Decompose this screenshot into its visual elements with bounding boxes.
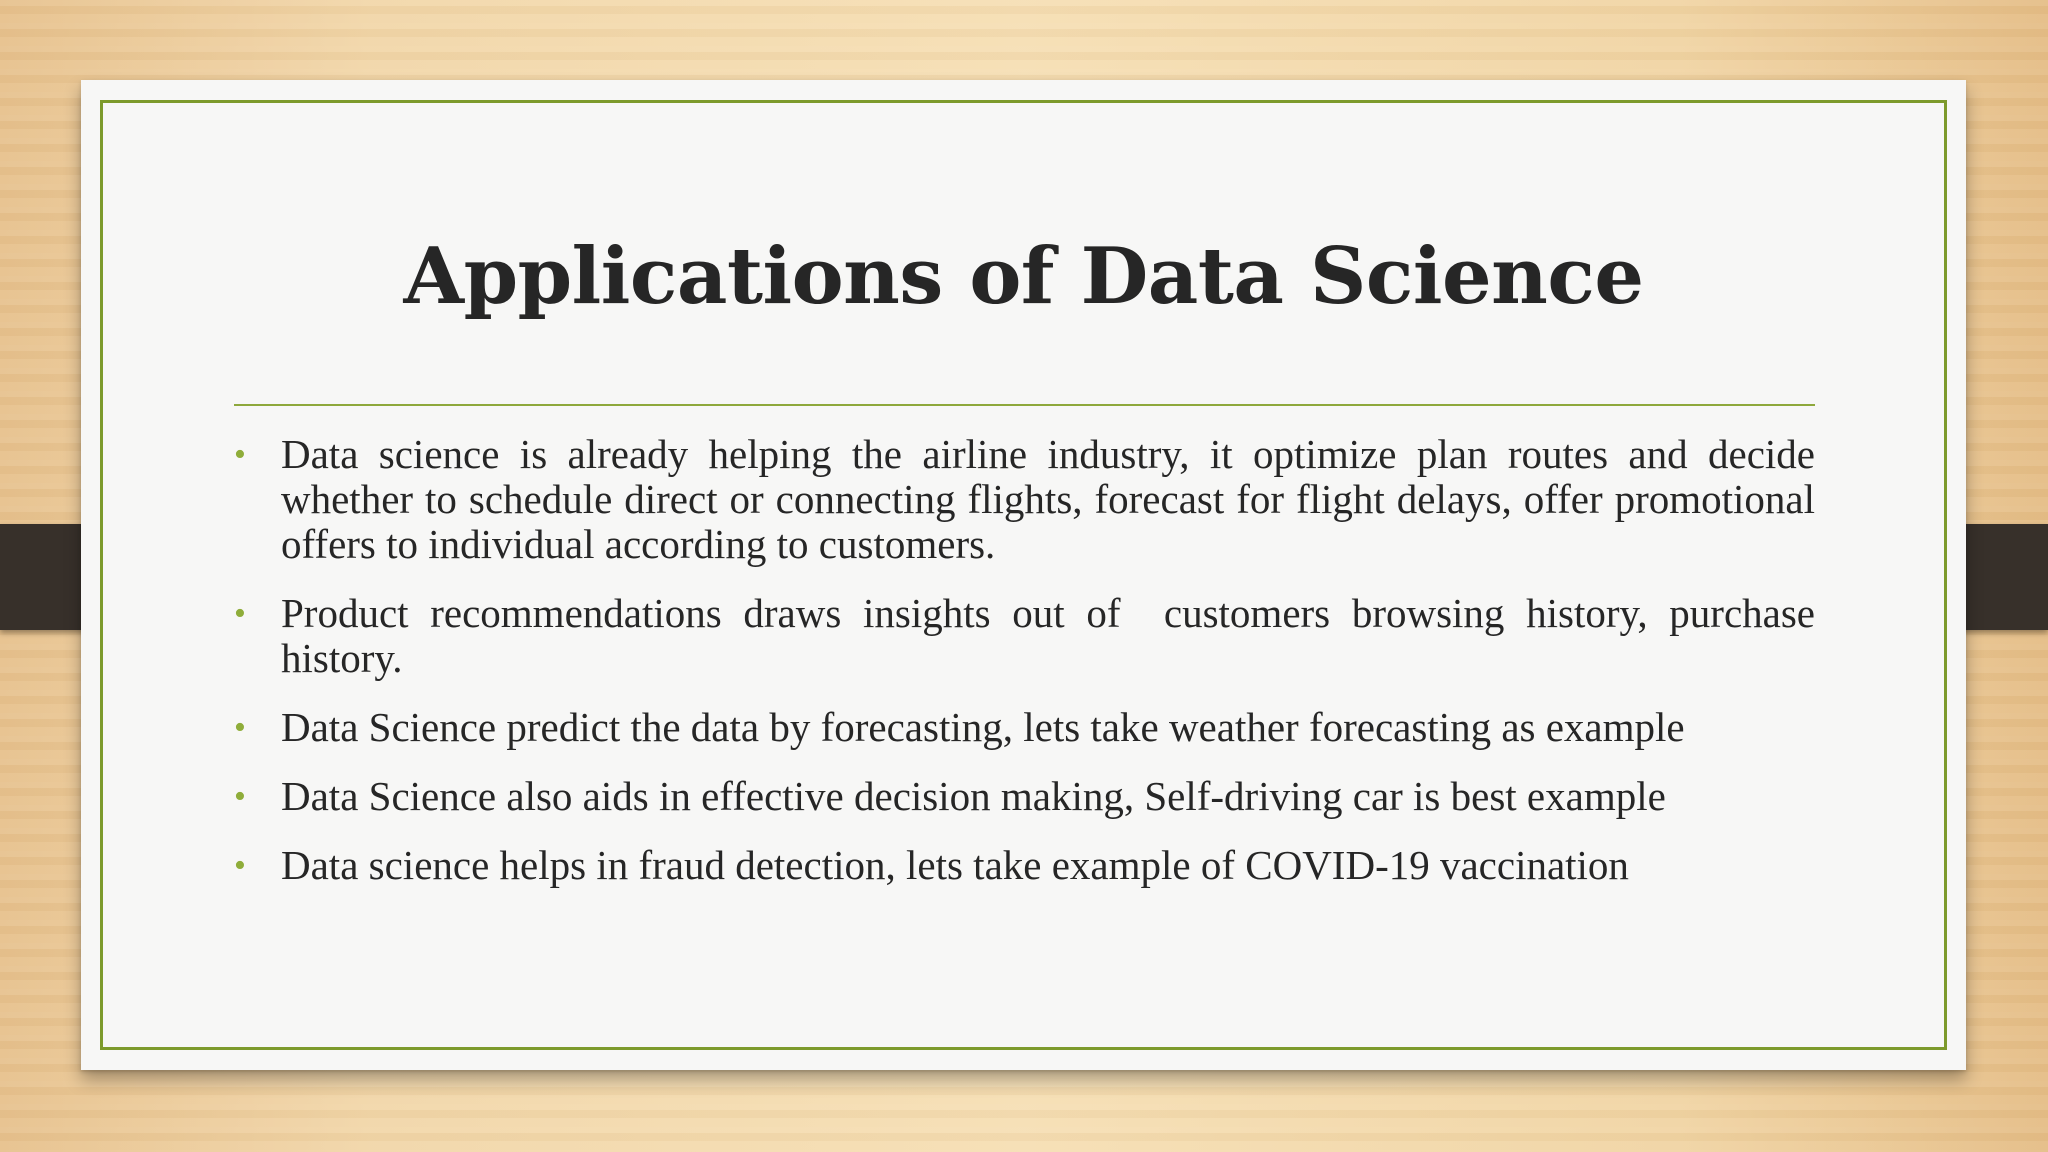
slide-card (81, 80, 1966, 1070)
bullet-item-decision-making (234, 774, 1815, 819)
bullet-dot-icon: • (234, 436, 246, 473)
bullet-text: Data Science also aids in effective decision making, Self-driving car is best example (281, 773, 1666, 819)
bullet-dot-icon: • (234, 595, 246, 632)
bullet-item-airline (234, 432, 1815, 567)
bullet-text: Data science is already helping the airline industry, it optimize plan routes and decide whether to schedule direct or connecting flights, forecast for flight delays, offer promotional offers to individual according to customers. (281, 431, 1815, 567)
bullet-item-recommendations (234, 590, 1826, 681)
bullet-dot-icon: • (234, 778, 246, 815)
bullet-item-forecasting (234, 705, 1815, 750)
bullet-text: Data science helps in fraud detection, lets take example of COVID-19 vaccination (281, 842, 1629, 888)
bullet-item-fraud-detection (234, 843, 1815, 888)
slide-title: Applications of Data Science (403, 231, 1644, 322)
bullet-text: Product recommendations draws insights out of customers browsing history, purchase history. (281, 590, 1826, 681)
bullet-list (234, 431, 1826, 912)
bullet-dot-icon: • (234, 847, 246, 884)
bullet-dot-icon: • (234, 709, 246, 746)
title-divider (234, 404, 1815, 406)
bullet-text: Data Science predict the data by forecasting, lets take weather forecasting as example (281, 704, 1685, 750)
